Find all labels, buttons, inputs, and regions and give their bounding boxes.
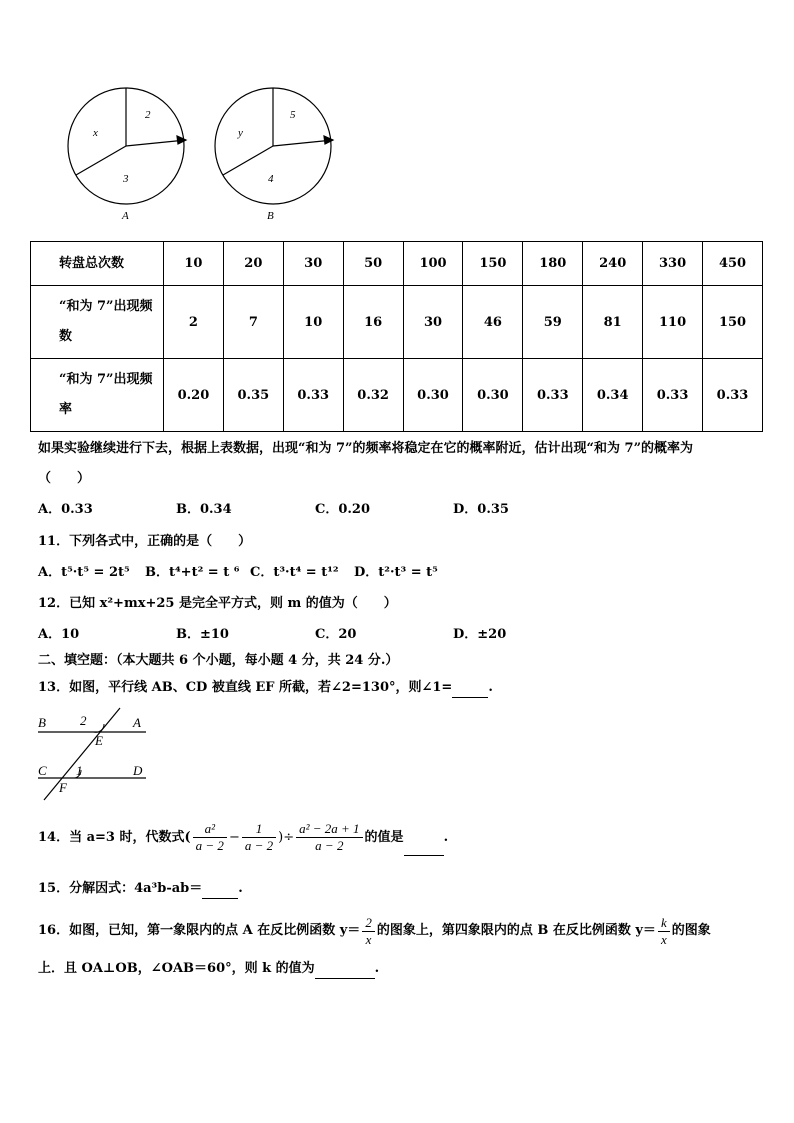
table-cell: 7 (223, 286, 283, 359)
q15-end: . (238, 881, 243, 896)
q14-stem (38, 819, 448, 856)
q16-part2: 的图象上，第四象限内的点 B 在反比例函数 y＝ (376, 923, 656, 938)
q13-text: 13．如图，平行线 AB、CD 被直线 EF 所截，若∠2=130°，则∠1= (38, 680, 453, 695)
q16-fraction-2: $\frac{k}{x}$ (658, 915, 670, 948)
q11-stem: 11．下列各式中，正确的是（ ） (38, 534, 252, 549)
row-header-counts: “和为 7”出现频数 (31, 286, 164, 359)
q10-option-a[interactable]: A．0.33 (38, 502, 93, 517)
table-cell: 50 (343, 242, 403, 286)
section-heading: 二、填空题：（本大题共 6 个小题，每小题 4 分，共 24 分.） (38, 653, 399, 668)
q10-stem-paren: （ ） (38, 471, 91, 486)
table-cell: 20 (223, 242, 283, 286)
table-cell: 46 (463, 286, 523, 359)
q16-part1: 16．如图，已知，第一象限内的点 A 在反比例函数 y＝ (38, 923, 361, 938)
q14-fraction-2: $\frac{1}{a - 2}$ (242, 821, 276, 854)
q13-figure (34, 706, 149, 802)
q15-text: 15．分解因式：4a³b-ab＝ (38, 881, 203, 896)
table-cell: 0.30 (463, 359, 523, 432)
table-cell: 81 (583, 286, 643, 359)
spinner-a-bottom-label: 3 (123, 173, 129, 185)
table-cell: 0.33 (523, 359, 583, 432)
q13-label-F: F (59, 780, 67, 795)
table-cell: 0.35 (223, 359, 283, 432)
table-cell: 150 (463, 242, 523, 286)
table-cell: 30 (283, 242, 343, 286)
spinner-b-bottom-label: 4 (268, 173, 274, 185)
q13-end: . (488, 680, 493, 695)
table-cell: 10 (164, 242, 224, 286)
table-cell: 450 (703, 242, 763, 286)
q11-option-b[interactable]: B．t⁴+t² = t ⁶ (145, 565, 240, 580)
spinner-figure (60, 80, 350, 230)
table-cell: 0.32 (343, 359, 403, 432)
q14-prefix: 14．当 a=3 时，代数式( (38, 829, 191, 845)
table-cell: 180 (523, 242, 583, 286)
spinner-b-top-label: 5 (290, 109, 296, 121)
q14-fraction-3: $\frac{\text{a² − 2a + 1}}{a - 2}$ (296, 821, 362, 854)
q16-stem-line1 (38, 913, 711, 949)
table-row-counts (31, 286, 763, 359)
q12-option-a[interactable]: A．10 (38, 627, 80, 642)
table-cell: 240 (583, 242, 643, 286)
q10-option-d[interactable]: D．0.35 (453, 502, 509, 517)
q12-option-c[interactable]: C．20 (315, 627, 357, 642)
q13-label-B: B (38, 715, 46, 730)
spinner-b (215, 88, 333, 204)
q10-option-c[interactable]: C．0.20 (315, 502, 371, 517)
spinner-a-caption: A (122, 210, 129, 222)
spinner-b-left-label: y (238, 127, 243, 139)
q15-stem (38, 880, 243, 899)
row-header-totals: 转盘总次数 (31, 242, 164, 286)
q12-stem: 12．已知 x²+mx+25 是完全平方式，则 m 的值为（ ） (38, 596, 397, 611)
q11-option-d[interactable]: D．t²·t³ = t⁵ (354, 565, 438, 580)
q16-end: . (374, 961, 380, 976)
q14-minus: − (228, 829, 240, 845)
q10-stem: 如果实验继续进行下去，根据上表数据，出现“和为 7”的频率将稳定在它的概率附近，估计出现“和为 7”的概率为 (38, 441, 694, 456)
q14-fraction-1: $\frac{\text{a²}}{a - 2}$ (193, 821, 227, 854)
table-cell: 110 (643, 286, 703, 359)
q15-answer-blank[interactable] (202, 880, 238, 899)
q11-option-c[interactable]: C．t³·t⁴ = t¹² (250, 565, 339, 580)
table-cell: 150 (703, 286, 763, 359)
table-row-totals (31, 242, 763, 286)
table-cell: 0.33 (283, 359, 343, 432)
q14-answer-blank[interactable] (404, 819, 444, 856)
q12-option-b[interactable]: B．±10 (176, 627, 229, 642)
q13-label-C: C (38, 763, 47, 778)
q13-label-E: E (95, 733, 103, 748)
table-cell: 0.30 (403, 359, 463, 432)
q14-div: )÷ (278, 829, 295, 845)
q10-option-b[interactable]: B．0.34 (176, 502, 232, 517)
spinner-a-top-label: 2 (145, 109, 151, 121)
q16-line2: 上．且 OA⊥OB，∠OAB＝60°，则 k 的值为 (38, 961, 315, 976)
table-cell: 59 (523, 286, 583, 359)
q12-option-d[interactable]: D．±20 (453, 627, 507, 642)
table-cell: 100 (403, 242, 463, 286)
q16-stem-line2 (38, 960, 379, 979)
q11-option-a[interactable]: A．t⁵·t⁵ = 2t⁵ (38, 565, 130, 580)
q13-label-2: 2 (80, 713, 87, 728)
table-cell: 0.20 (164, 359, 224, 432)
q16-answer-blank[interactable] (315, 960, 375, 979)
q14-suffix: 的值是 (364, 829, 404, 845)
q13-stem (38, 679, 493, 698)
q13-label-1: 1 (76, 763, 83, 778)
spinner-a-left-label: x (93, 127, 98, 139)
row-header-rates: “和为 7”出现频率 (31, 359, 164, 432)
table-cell: 330 (643, 242, 703, 286)
table-cell: 0.33 (643, 359, 703, 432)
q16-fraction-1: $\frac{2}{x}$ (362, 915, 375, 948)
q13-label-A: A (133, 715, 141, 730)
q13-answer-blank[interactable] (452, 679, 488, 698)
table-cell: 0.33 (703, 359, 763, 432)
table-cell: 16 (343, 286, 403, 359)
table-cell: 0.34 (583, 359, 643, 432)
spinner-a (68, 88, 186, 204)
frequency-table (30, 241, 763, 432)
table-cell: 2 (164, 286, 224, 359)
table-row-rates (31, 359, 763, 432)
q14-end: . (443, 829, 449, 845)
spinner-b-caption: B (267, 210, 274, 222)
table-cell: 10 (283, 286, 343, 359)
q13-label-D: D (133, 763, 143, 778)
q16-part3: 的图象 (671, 923, 711, 938)
table-cell: 30 (403, 286, 463, 359)
